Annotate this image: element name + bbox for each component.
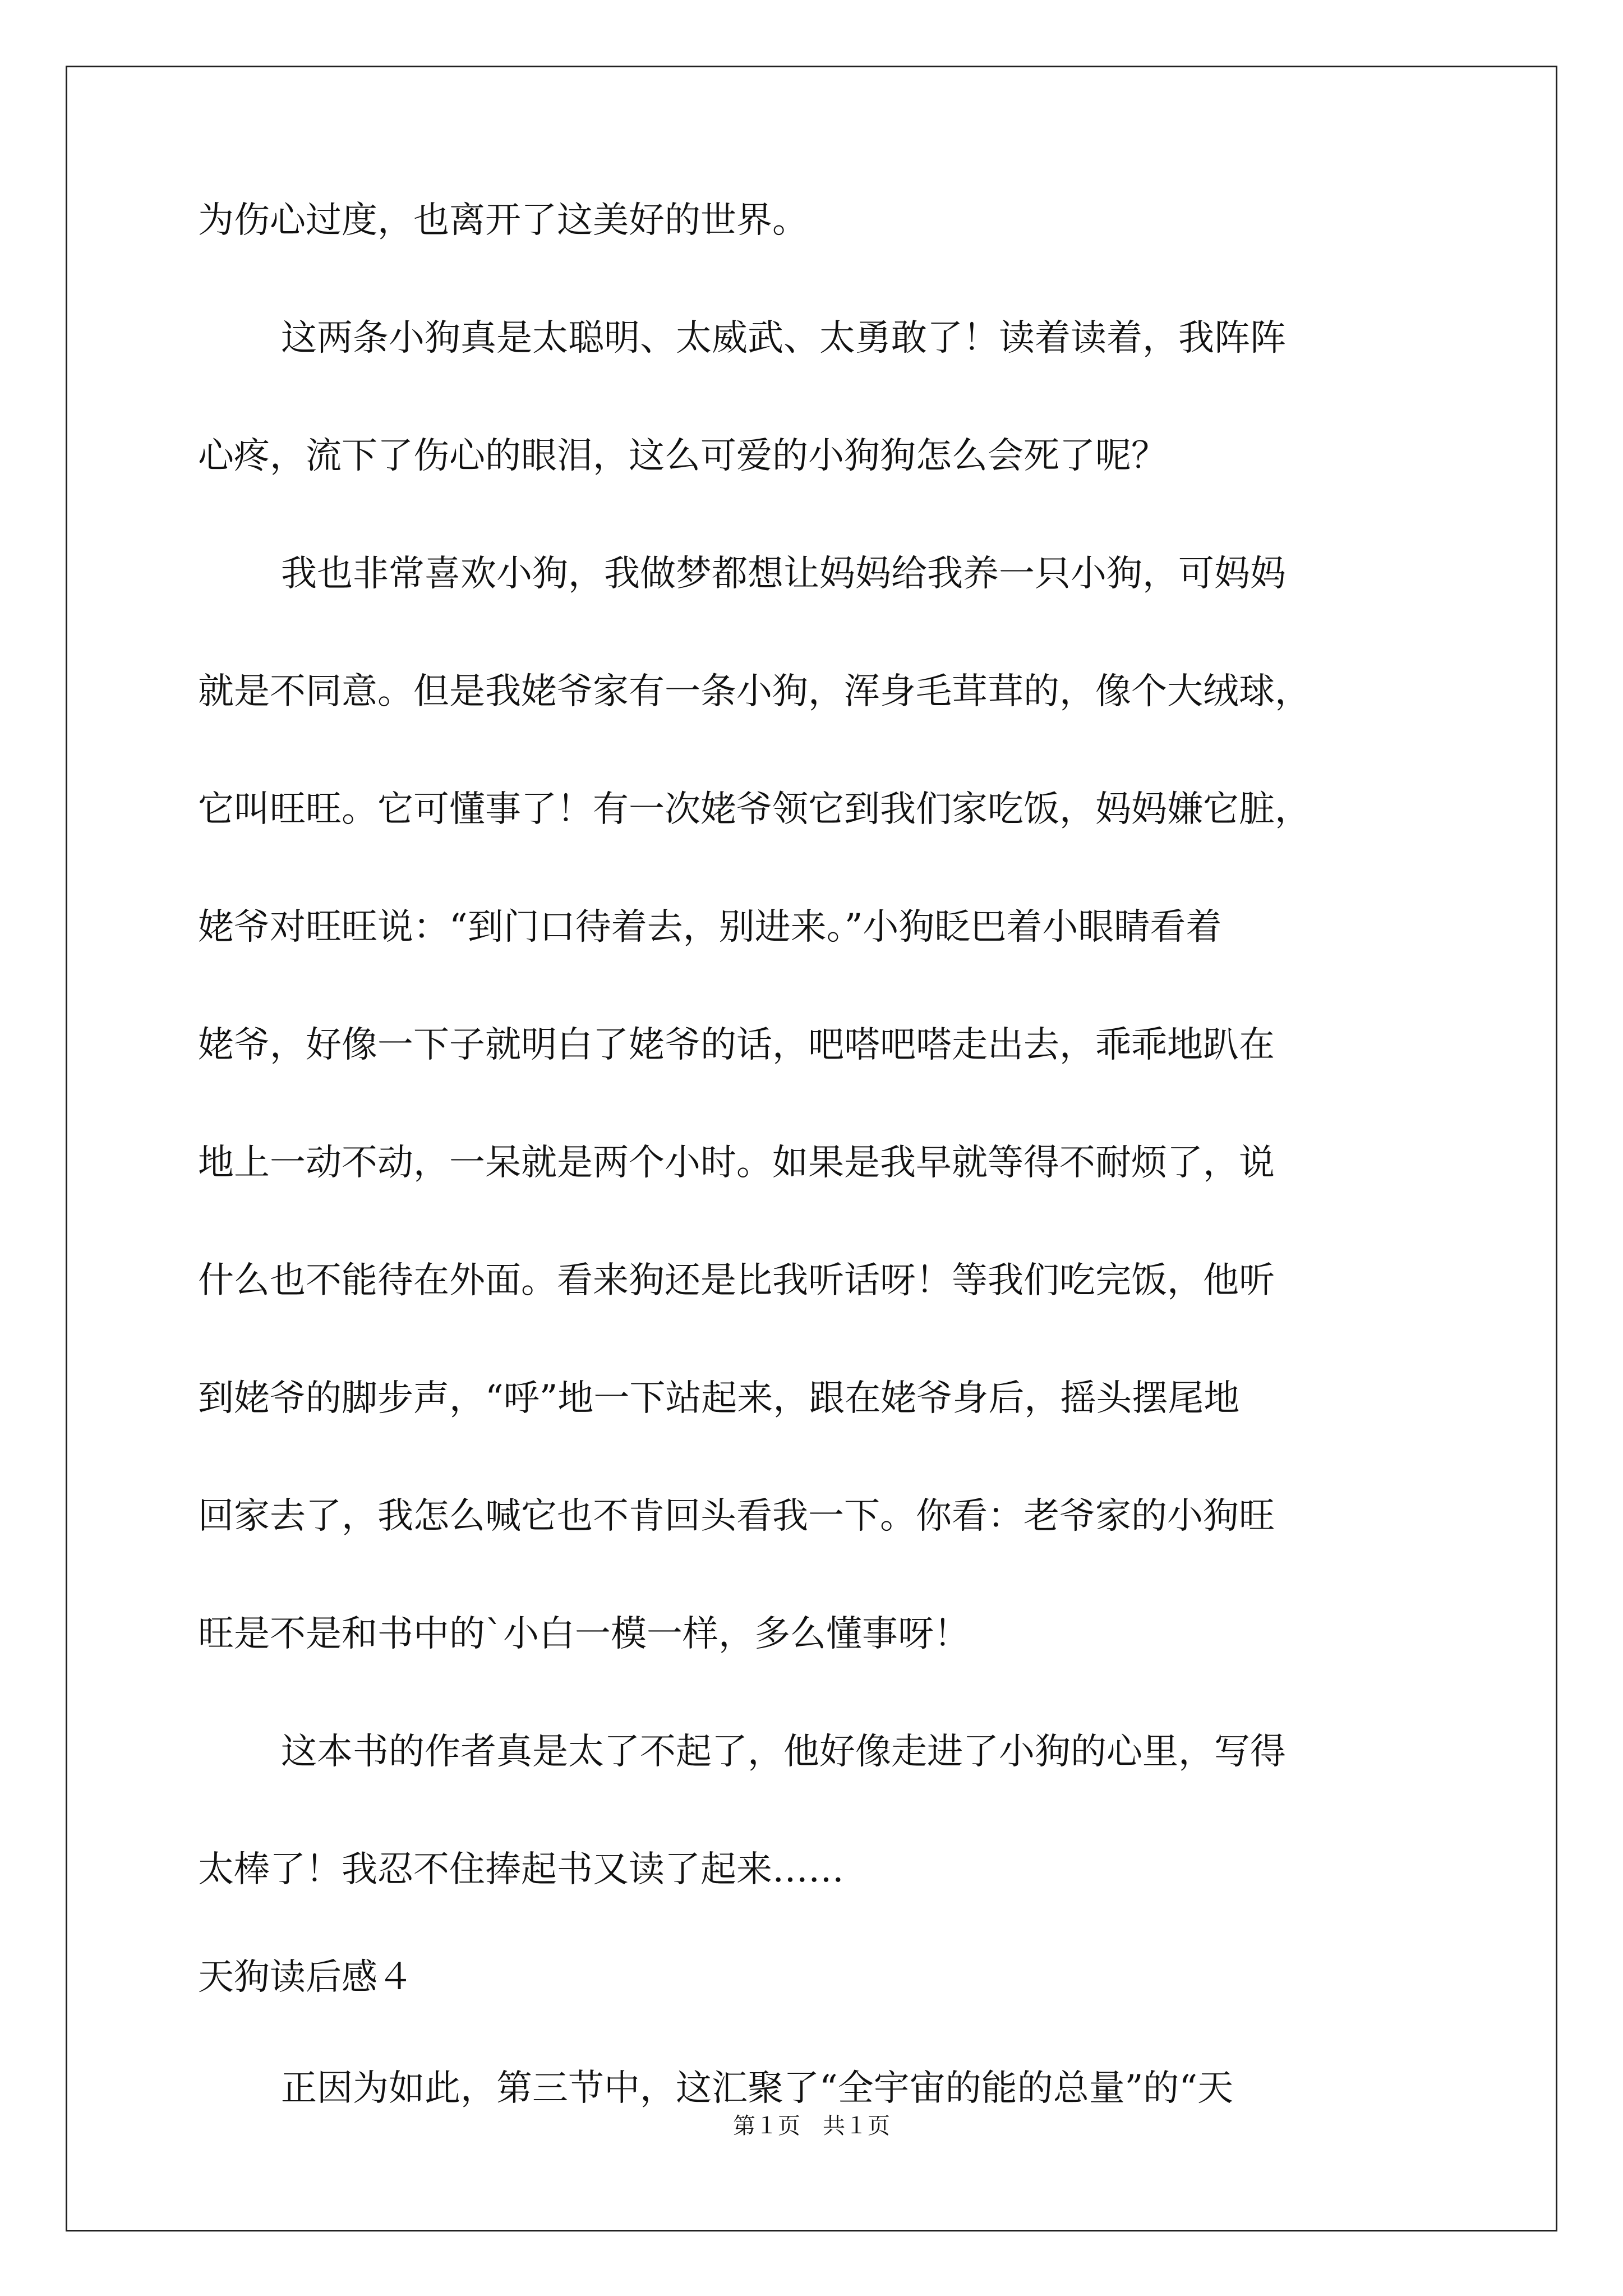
section-heading: 天狗读后感４	[198, 1957, 413, 1998]
paragraph-first-line: 我也非常喜欢小狗，我做梦都想让妈妈给我养一只小狗，可妈妈	[281, 553, 1286, 595]
text-line: 什么也不能待在外面。看来狗还是比我听话呀！等我们吃完饭，他听	[198, 1260, 1275, 1301]
page-number-footer: 第１页 共１页	[733, 2113, 890, 2139]
text-line: 地上一动不动，一呆就是两个小时。如果是我早就等得不耐烦了，说	[198, 1142, 1275, 1184]
text-line: 回家去了，我怎么喊它也不肯回头看我一下。你看：老爷家的小狗旺	[198, 1496, 1275, 1537]
text-line: 姥爷，好像一下子就明白了姥爷的话，吧嗒吧嗒走出去，乖乖地趴在	[198, 1024, 1275, 1066]
text-line: 旺是不是和书中的`小白一模一样，多么懂事呀！	[198, 1613, 970, 1655]
paragraph-first-line: 这两条小狗真是太聪明、太威武、太勇敢了！读着读着，我阵阵	[281, 318, 1286, 359]
text-line: 太棒了！我忍不住捧起书又读了起来……	[198, 1849, 844, 1890]
paragraph-first-line: 正因为如此，第三节中，这汇聚了“全宇宙的能的总量”的“天	[281, 2068, 1234, 2109]
text-line: 心疼，流下了伤心的眼泪，这么可爱的小狗狗怎么会死了呢？	[198, 435, 1167, 477]
paragraph-first-line: 这本书的作者真是太了不起了，他好像走进了小狗的心里，写得	[281, 1731, 1286, 1773]
text-line: 就是不同意。但是我姥爷家有一条小狗，浑身毛茸茸的，像个大绒球，	[198, 671, 1311, 712]
text-line: 到姥爷的脚步声，“呼”地一下站起来，跟在姥爷身后，摇头摆尾地	[198, 1378, 1240, 1419]
text-line: 它叫旺旺。它可懂事了！有一次姥爷领它到我们家吃饭，妈妈嫌它脏，	[198, 789, 1311, 830]
text-line: 为伤心过度，也离开了这美好的世界。	[198, 200, 808, 241]
text-line: 姥爷对旺旺说：“到门口待着去，别进来。”小狗眨巴着小眼睛看着	[198, 907, 1222, 948]
